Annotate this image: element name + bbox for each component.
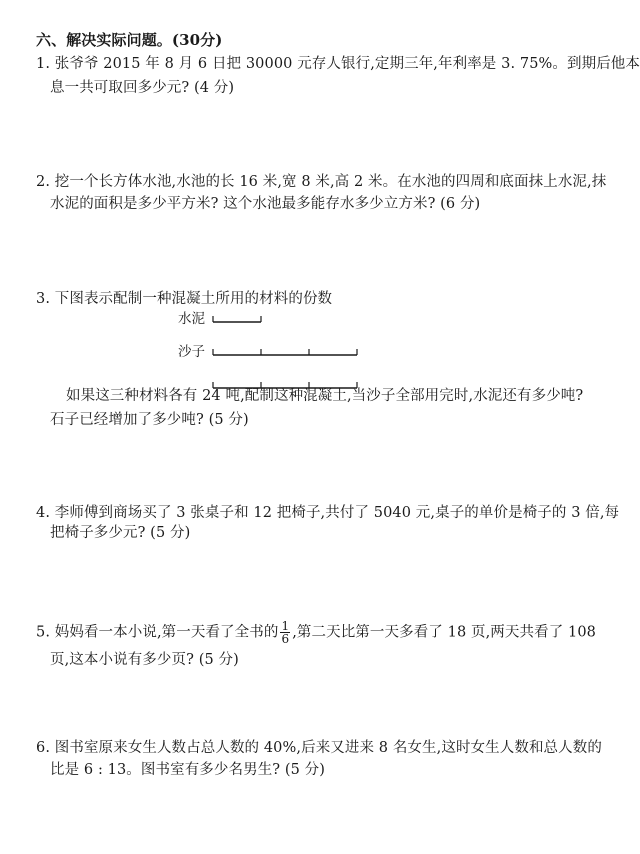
question-2-line-1: 2. 挖一个长方体水池,水池的长 16 米,宽 8 米,高 2 米。在水池的四周和底面抹上水泥,抹 — [36, 174, 607, 190]
question-3-line-1: 3. 下图表示配制一种混凝土所用的材料的份数 — [36, 291, 333, 307]
question-6-line-1: 6. 图书室原来女生人数占总人数的 40%,后来又进来 8 名女生,这时女生人数和总人数的 — [36, 740, 602, 756]
question-5-text-b: ,第二天比第一天多看了 18 页,两天共看了 108 — [292, 624, 596, 641]
question-2-line-2: 水泥的面积是多少平方米? 这个水池最多能存水多少立方米? (6 分) — [50, 196, 481, 212]
question-1-line-1: 1. 张爷爷 2015 年 8 月 6 日把 30000 元存人银行,定期三年,年利率是 3. 75%。到期后他本 — [36, 56, 640, 72]
section-title: 六、解决实际问题。(30分) — [36, 31, 223, 49]
question-4-line-1: 4. 李师傅到商场买了 3 张桌子和 12 把椅子,共付了 5040 元,桌子的单价是椅子的 3 倍,每 — [36, 505, 620, 521]
fraction-one-sixth — [280, 620, 290, 645]
question-3-line-3: 石子已经增加了多少吨? (5 分) — [50, 412, 249, 428]
question-5-text-a: 5. 妈妈看一本小说,第一天看了全书的 — [36, 624, 279, 641]
question-4-line-2: 把椅子多少元? (5 分) — [50, 525, 191, 541]
cement-label: 水泥 — [178, 311, 205, 327]
sand-label: 沙子 — [178, 344, 205, 360]
fraction-numerator: 1 — [281, 619, 290, 633]
question-6-line-2: 比是 6 : 13。图书室有多少名男生? (5 分) — [50, 762, 326, 778]
cement-segment-bar — [213, 316, 261, 322]
question-5-line-2: 页,这本小说有多少页? (5 分) — [50, 652, 239, 668]
sand-segment-bar — [213, 349, 357, 355]
fraction-denominator: 6 — [281, 632, 290, 646]
question-3-line-2: 如果这三种材料各有 24 吨,配制这种混凝土,当沙子全部用完时,水泥还有多少吨? — [66, 388, 584, 404]
question-1-line-2: 息一共可取回多少元? (4 分) — [50, 80, 235, 96]
question-5-line-1 — [36, 620, 596, 645]
